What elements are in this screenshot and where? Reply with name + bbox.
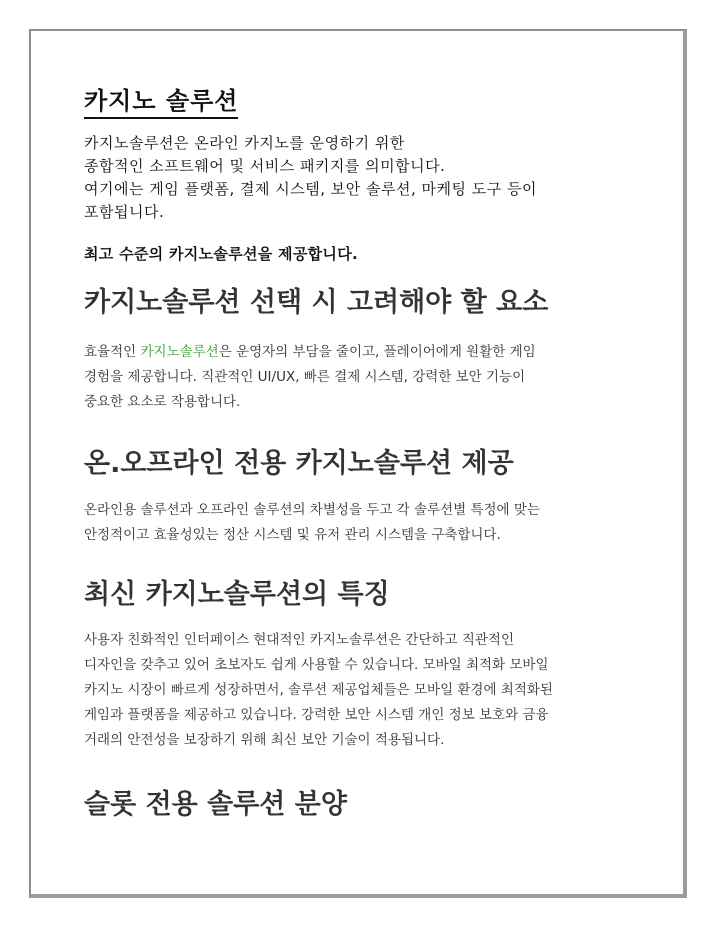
paragraph-line: 온라인용 솔루션과 오프라인 솔루션의 차별성을 두고 각 솔루션별 특정에 맞는	[84, 502, 540, 518]
paragraph-line	[84, 340, 536, 365]
intro-line: 여기에는 게임 플랫폼, 결제 시스템, 보안 솔루션, 마케팅 도구 등이	[84, 180, 537, 198]
paragraph-line: 디자인을 갖추고 있어 초보자도 쉽게 사용할 수 있습니다. 모바일 최적화 모바일	[84, 657, 549, 673]
section-paragraph-online-offline	[84, 498, 540, 548]
section-paragraph-selection	[84, 340, 536, 415]
intro-line: 카지노솔루션은 온라인 카지노를 운영하기 위한	[84, 134, 405, 152]
section-heading-selection: 카지노솔루션 선택 시 고려해야 할 요소	[84, 287, 549, 318]
casino-solution-link[interactable]: 카지노솔루션	[140, 344, 219, 360]
paragraph-line: 사용자 친화적인 인터페이스 현대적인 카지노솔루션은 간단하고 직관적인	[84, 632, 515, 648]
paragraph-text: 효율적인	[84, 344, 141, 360]
paragraph-text: 은 운영자의 부담을 줄이고, 플레이어에게 원활한 게임	[218, 344, 536, 360]
section-paragraph-features	[84, 628, 553, 753]
paragraph-line: 안정적이고 효율성있는 정산 시스템 및 유저 관리 시스템을 구축합니다.	[84, 527, 501, 543]
section-heading-slot: 슬롯 전용 솔루션 분양	[84, 789, 347, 820]
intro-paragraph	[84, 132, 537, 224]
intro-line: 종합적인 소프트웨어 및 서비스 패키지를 의미합니다.	[84, 157, 446, 175]
section-heading-online-offline: 온.오프라인 전용 카지노솔루션 제공	[84, 448, 514, 479]
paragraph-line: 중요한 요소로 작용합니다.	[84, 394, 241, 410]
paragraph-line: 카지노 시장이 빠르게 성장하면서, 솔루션 제공업체들은 모바일 환경에 최적화된	[84, 682, 553, 698]
paragraph-line: 거래의 안전성을 보장하기 위해 최신 보안 기술이 적용됩니다.	[84, 732, 445, 748]
section-heading-features: 최신 카지노솔루션의 특징	[84, 579, 390, 610]
document-title: 카지노 솔루션	[84, 85, 238, 119]
emphasis-statement: 최고 수준의 카지노솔루션을 제공합니다.	[84, 245, 358, 263]
intro-line: 포함됩니다.	[84, 203, 165, 221]
paragraph-line: 게임과 플랫폼을 제공하고 있습니다. 강력한 보안 시스템 개인 정보 보호와 금융	[84, 707, 549, 723]
paragraph-line: 경험을 제공합니다. 직관적인 UI/UX, 빠른 결제 시스템, 강력한 보안 기능이	[84, 369, 526, 385]
